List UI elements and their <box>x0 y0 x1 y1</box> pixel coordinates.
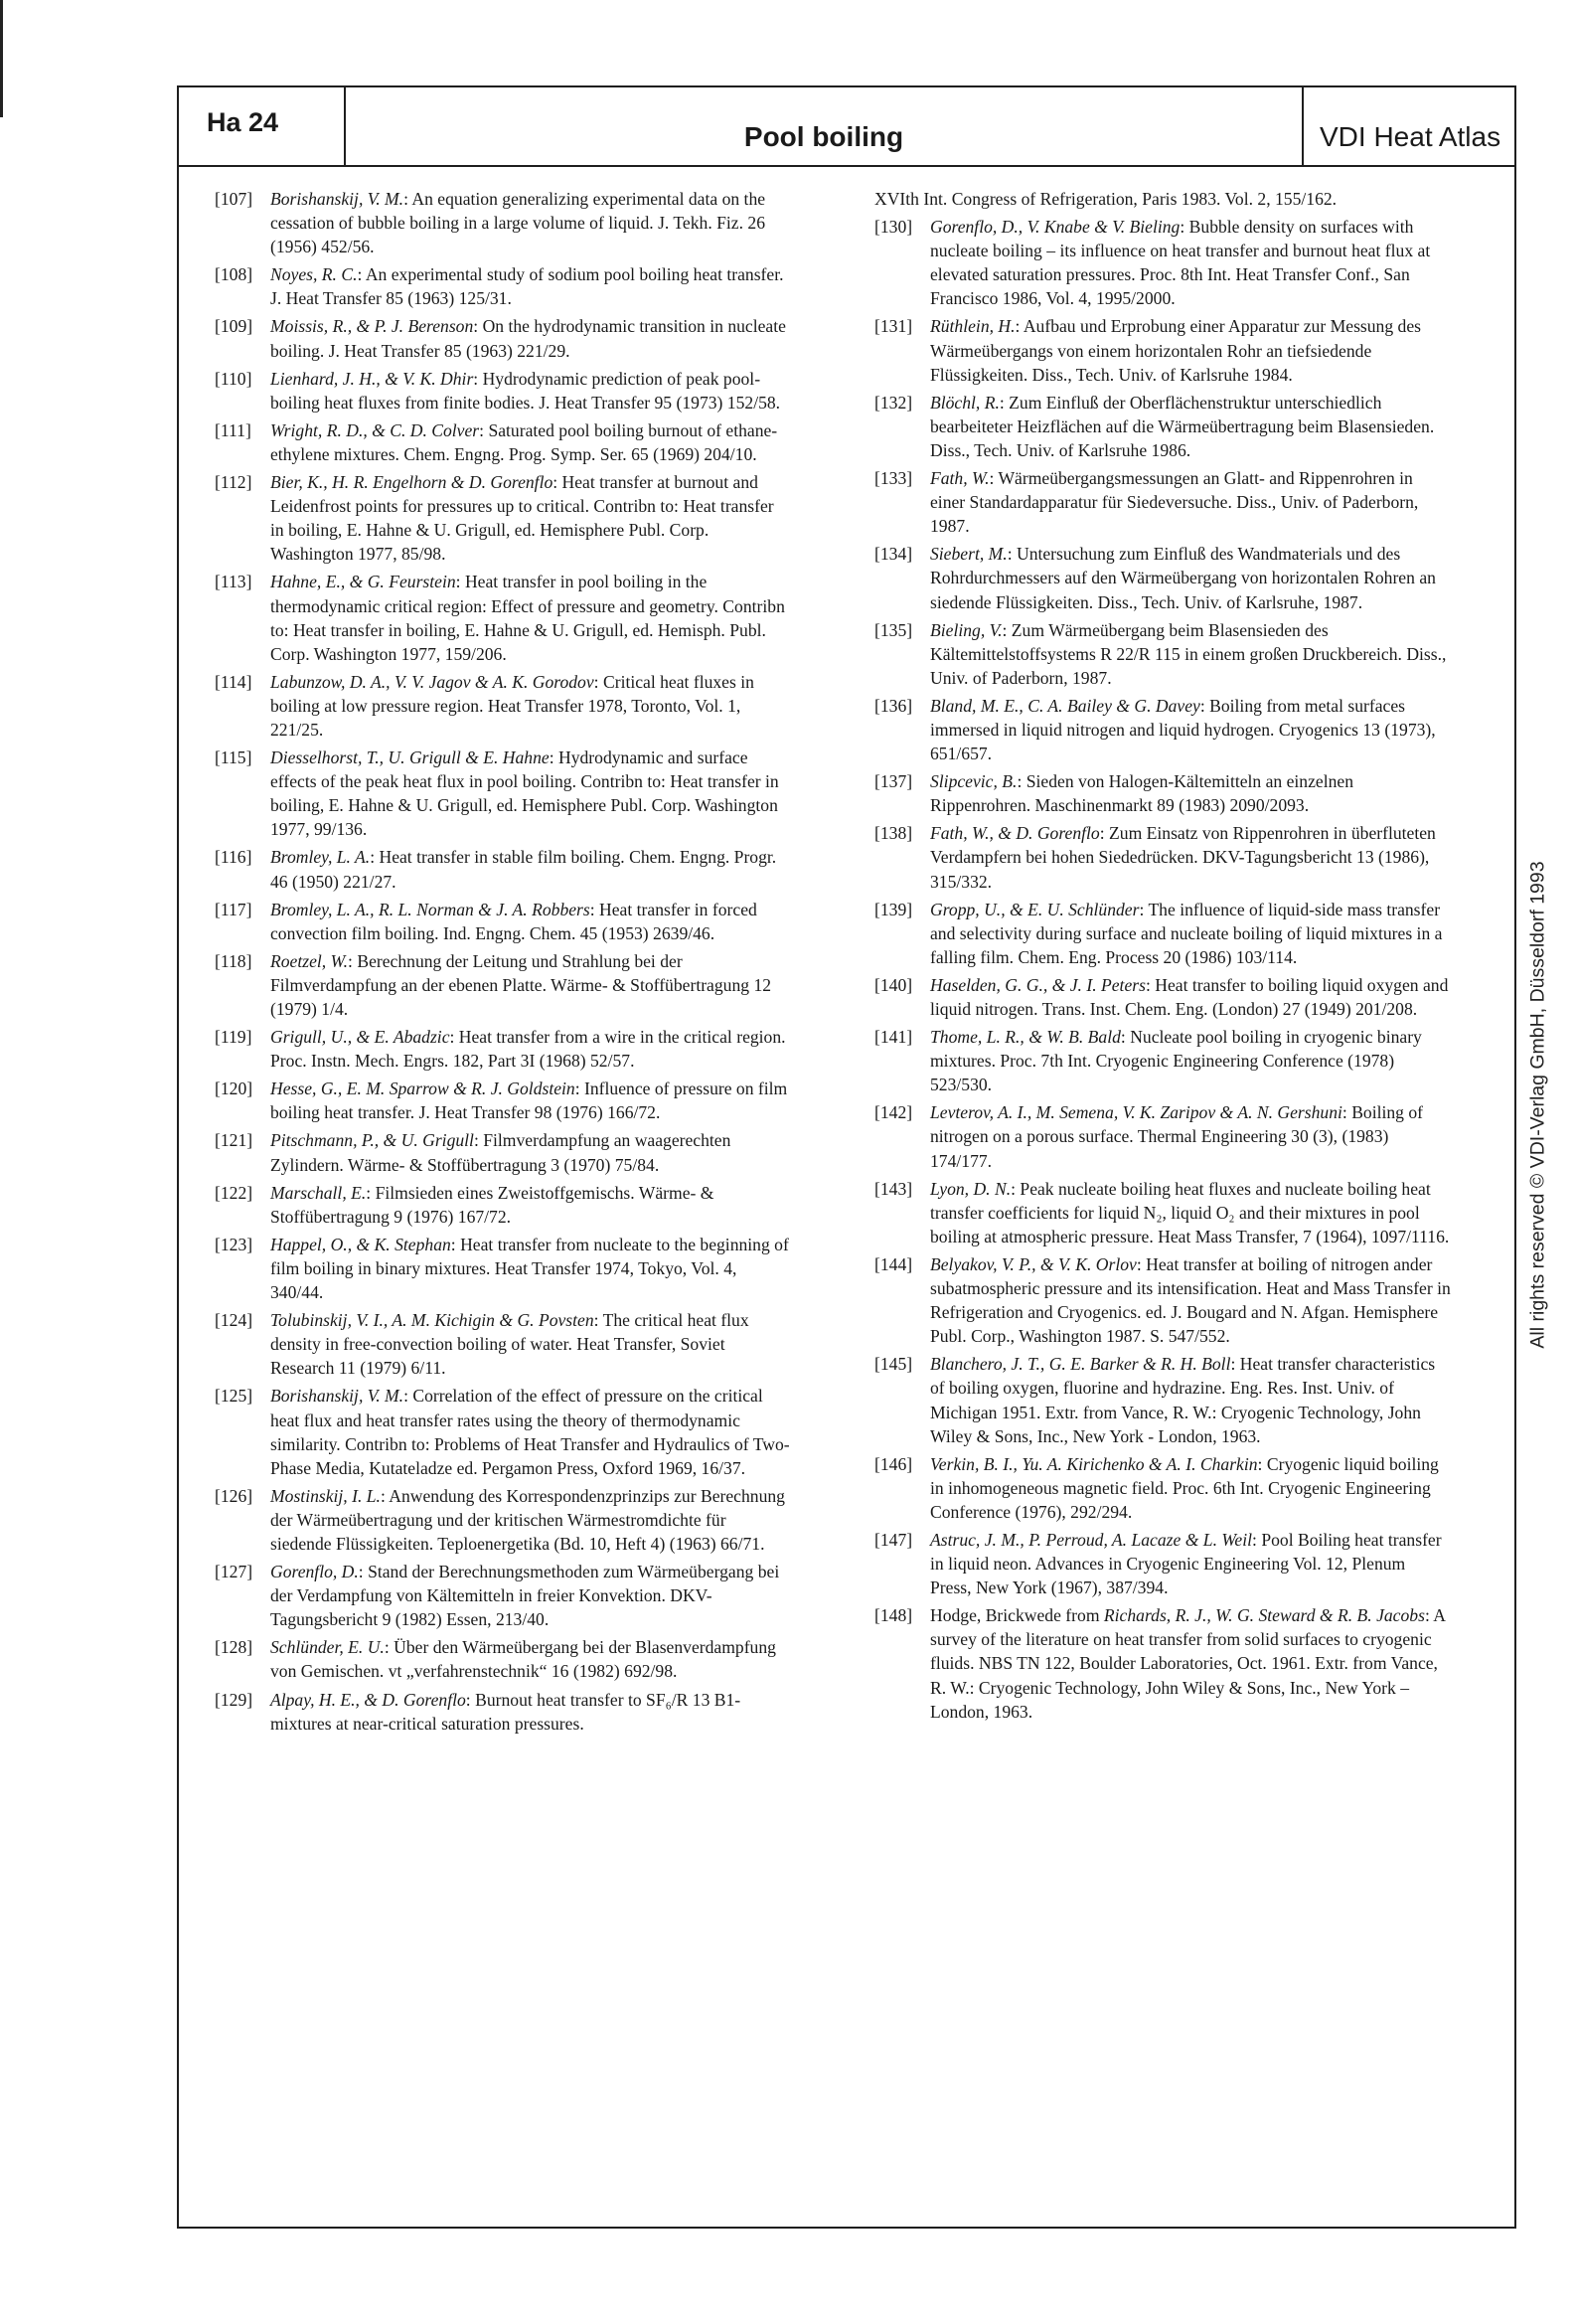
reference-authors: Blöchl, R. <box>930 392 1000 413</box>
reference-entry <box>874 821 1451 893</box>
reference-text: Hydrodynamic prediction of peak pool-boiling heat fluxes from finite bodies. J. Heat Transfer 95 (1973) 152/58. <box>270 368 781 413</box>
reference-authors: Gorenflo, D., V. Knabe & V. Bieling <box>930 217 1181 238</box>
reference-separator: : <box>403 1386 413 1407</box>
reference-entry <box>215 1128 791 1176</box>
reference-authors: Bier, K., H. R. Engelhorn & D. Gorenflo <box>270 472 553 493</box>
references-left-column <box>215 187 791 1740</box>
reference-number: [120] <box>215 1079 253 1099</box>
reference-text: Heat transfer to boiling liquid oxygen and liquid nitrogen. Trans. Inst. Chem. Eng. (London) 27 (1949) 201/208. <box>930 974 1449 1019</box>
reference-entry <box>874 187 1451 211</box>
reference-number: [138] <box>874 823 913 844</box>
reference-text: Berechnung der Leitung und Strahlung bei der Filmverdampfung an der ebenen Platte. Wärme- & Stoffübertragung 12 (1979) 1/4. <box>270 950 772 1019</box>
reference-separator: : <box>1424 1605 1434 1626</box>
reference-text: Über den Wärmeübergang bei der Blasenverdampfung von Gemischen. vt „verfahrenstechnik“ 16 (1982) 692/98. <box>270 1637 776 1682</box>
reference-text: Anwendung des Korrespondenzprinzips zur Berechnung der Wärmeübertragung und der kritischen Wärmestromdichte für siedende Flüssigkeiten. Teploenergetika (Bd. 10, Heft 4) (1963) 66/71. <box>270 1485 785 1554</box>
reference-separator: : <box>552 472 562 493</box>
reference-number: [111] <box>215 419 251 440</box>
reference-entry <box>215 187 791 258</box>
reference-separator: : <box>1099 823 1110 844</box>
reference-separator: : <box>479 419 489 440</box>
reference-separator: : <box>473 368 483 389</box>
reference-entry <box>874 391 1451 462</box>
reference-separator: : <box>593 1310 603 1331</box>
reference-text: The influence of liquid-side mass transfer and selectivity during surface and nucleate boiling of liquid mixtures in a falling film. Chem. Eng. Process 20 (1986) 103/114. <box>930 899 1443 967</box>
reference-text: Filmsieden eines Zweistoffgemischs. Wärme- & Stoffübertragung 9 (1976) 167/72. <box>270 1182 714 1227</box>
reference-number: [117] <box>215 899 252 919</box>
reference-prefix: Hodge, Brickwede from <box>930 1605 1104 1626</box>
reference-separator: : <box>1139 899 1149 919</box>
reference-text: Filmverdampfung an waagerechten Zylindern. Wärme- & Stoffübertragung 3 (1970) 75/84. <box>270 1130 731 1175</box>
reference-separator: : <box>357 264 366 285</box>
reference-text: Influence of pressure on film boiling heat transfer. J. Heat Transfer 98 (1976) 166/72. <box>270 1079 788 1123</box>
reference-separator: : <box>549 747 558 768</box>
reference-text: Wärmeübergangsmessungen an Glatt- and Rippenrohren in einer Standardapparatur für Siedeversuche. Diss., Univ. of Paderborn, 1987. <box>930 468 1419 537</box>
reference-separator: : <box>1252 1529 1262 1550</box>
reference-number: [122] <box>215 1182 253 1203</box>
reference-separator: : <box>348 950 358 971</box>
reference-text: Boiling of nitrogen on a porous surface. Thermal Engineering 30 (3), (1983) 174/177. <box>930 1102 1424 1171</box>
reference-authors: Lyon, D. N. <box>930 1178 1012 1199</box>
reference-number: [107] <box>215 189 253 209</box>
reference-authors: Labunzow, D. A., V. V. Jagov & A. K. Gorodov <box>270 671 594 692</box>
reference-entry <box>874 1252 1451 1348</box>
reference-separator: : <box>1180 217 1189 238</box>
reference-number: [125] <box>215 1386 253 1407</box>
reference-number: [143] <box>874 1178 913 1199</box>
reference-entry <box>874 215 1451 310</box>
reference-authors: Grigull, U., & E. Abadzic <box>270 1027 450 1048</box>
reference-authors: Gropp, U., & E. U. Schlünder <box>930 899 1140 919</box>
reference-entry <box>874 973 1451 1021</box>
reference-separator: : <box>1145 974 1156 995</box>
reference-separator: : <box>1136 1253 1147 1274</box>
reference-separator: : <box>1120 1027 1131 1048</box>
reference-text: Burnout heat transfer to SF₆/R 13 B1-mixtures at near-critical saturation pressures. <box>270 1689 741 1734</box>
reference-separator: : <box>366 1182 376 1203</box>
reference-number: [119] <box>215 1027 252 1048</box>
reference-number: [140] <box>874 974 913 995</box>
reference-text: Boiling from metal surfaces immersed in liquid nitrogen and liquid hydrogen. Cryogenics 13 (1973), 651/657. <box>930 695 1436 764</box>
reference-entry <box>215 1635 791 1683</box>
reference-text: Nucleate pool boiling in cryogenic binary mixtures. Proc. 7th Int. Cryogenic Engineering Conference (1978) 523/530. <box>930 1027 1422 1095</box>
reference-text: An experimental study of sodium pool boiling heat transfer. J. Heat Transfer 85 (1963) 125/31. <box>270 264 784 309</box>
reference-number: [130] <box>874 217 913 238</box>
reference-number: [115] <box>215 747 252 768</box>
publication-name: VDI Heat Atlas <box>1302 87 1516 165</box>
reference-authors: Gorenflo, D. <box>270 1562 359 1582</box>
reference-number: [121] <box>215 1130 253 1151</box>
reference-authors: Bieling, V. <box>930 619 1003 640</box>
reference-text: Correlation of the effect of pressure on the critical heat flux and heat transfer rates using the theory of thermodynamic similarity. Contribn to: Problems of Heat Transfer and Hydraulics of Two-Phase Media, Kutateladze ed. Pergamon Press, Oxford 1969, 16/37. <box>270 1386 790 1478</box>
reference-text: Stand der Berechnungsmethoden zum Wärmeübergang bei der Verdampfung von Kältemitteln in freier Konvektion. DKV-Tagungsbericht 9 (1982) Essen, 213/40. <box>270 1562 780 1630</box>
reference-authors: Lienhard, J. H., & V. K. Dhir <box>270 368 474 389</box>
reference-authors: Bromley, L. A. <box>270 847 371 868</box>
reference-authors: Pitschmann, P., & U. Grigull <box>270 1130 474 1151</box>
reference-number: [124] <box>215 1310 253 1331</box>
reference-text: Bubble density on surfaces with nucleate boiling – its influence on heat transfer and burnout heat flux at elevated saturation pressures. Proc. 8th Int. Heat Transfer Conf., San Francisco 1986, Vol. 4, 1995/2000. <box>930 217 1431 309</box>
reference-authors: Diesselhorst, T., U. Grigull & E. Hahne <box>270 747 550 768</box>
reference-text: XVIth Int. Congress of Refrigeration, Paris 1983. Vol. 2, 155/162. <box>874 189 1338 209</box>
reference-separator: : <box>449 1027 459 1048</box>
reference-separator: : <box>593 671 603 692</box>
reference-number: [114] <box>215 671 252 692</box>
reference-text: Heat transfer at burnout and Leidenfrost points for pressures up to critical. Contribn to: Heat transfer in boiling, E. Hahne & U. Grigull, ed. Hemisphere Publ. Corp. Washington 1977, 85/98. <box>270 472 774 565</box>
reference-separator: : <box>989 468 999 489</box>
reference-number: [136] <box>874 695 913 716</box>
reference-separator: : <box>1007 544 1017 565</box>
reference-authors: Siebert, M. <box>930 544 1008 565</box>
reference-authors: Hesse, G., E. M. Sparrow & R. J. Goldstein <box>270 1079 575 1099</box>
reference-text: On the hydrodynamic transition in nucleate boiling. J. Heat Transfer 85 (1963) 221/29. <box>270 316 786 361</box>
reference-separator: : <box>384 1637 394 1658</box>
reference-number: [148] <box>874 1605 913 1626</box>
reference-entry <box>215 418 791 466</box>
reference-text: Heat transfer at boiling of nitrogen ander subatmospheric pressure and its intensification. Heat and Mass Transfer in Refrigeration and Cryogenics. ed. J. Bougard and N. Afgan. Hemisphere Publ. Corp., Washington 1987. S. 547/552. <box>930 1253 1451 1347</box>
reference-text: Heat transfer from a wire in the critical region. Proc. Instn. Mech. Engrs. 182, Part 3I (1968) 52/57. <box>270 1027 786 1072</box>
reference-authors: Noyes, R. C. <box>270 264 358 285</box>
reference-separator: : <box>574 1079 585 1099</box>
reference-separator: : <box>1230 1354 1240 1375</box>
reference-entry <box>215 262 791 310</box>
reference-separator: : <box>403 189 412 209</box>
reference-number: [139] <box>874 899 913 919</box>
reference-text: A survey of the literature on heat transfer from solid surfaces to cryogenic fluids. NBS TN 122, Boulder Laboratories, Oct. 1961. Extr. from Vance, R. W.: Cryogenic Technology, John Wiley & Sons, Inc., New York – London, 1963. <box>930 1605 1446 1722</box>
reference-text: Heat transfer in pool boiling in the thermodynamic critical region: Effect of pressure and geometry. Contribn to: Heat transfer in boiling, E. Hahne & U. Grigull, ed. Hemisph. Publ. Corp. Washington 1977, 159/206. <box>270 572 785 664</box>
reference-number: [141] <box>874 1027 913 1048</box>
reference-authors: Slipcevic, B. <box>930 771 1018 792</box>
reference-separator: : <box>450 1234 461 1254</box>
reference-entry <box>215 845 791 893</box>
reference-number: [142] <box>874 1102 913 1123</box>
copyright-text: All rights reserved © VDI-Verlag GmbH, Düsseldorf 1993 <box>1526 861 1549 1349</box>
reference-separator: : <box>455 572 465 592</box>
reference-text: Zum Wärmeübergang beim Blasensieden des Kältemittelstoffsystems R 22/R 115 in einem großen Druckbereich. Diss., Univ. of Paderborn, 1987. <box>930 619 1447 688</box>
reference-number: [116] <box>215 847 252 868</box>
reference-entry <box>874 314 1451 386</box>
page-frame <box>177 85 1516 2229</box>
reference-authors: Hahne, E., & G. Feurstein <box>270 572 456 592</box>
reference-entry <box>215 1560 791 1631</box>
reference-separator: : <box>358 1562 369 1582</box>
reference-authors: Tolubinskij, V. I., A. M. Kichigin & G. Povsten <box>270 1310 594 1331</box>
reference-text: Aufbau und Erprobung einer Apparatur zur Messung des Wärmeübergangs von einem horizontalen Rohr an tiefsiedende Flüssigkeiten. Diss., Tech. Univ. of Karlsruhe 1984. <box>930 316 1421 385</box>
reference-number: [109] <box>215 316 253 337</box>
reference-entry <box>874 466 1451 538</box>
reference-entry <box>215 1077 791 1124</box>
reference-separator: : <box>473 316 483 337</box>
reference-authors: Mostinskij, I. L. <box>270 1485 381 1506</box>
reference-authors: Bland, M. E., C. A. Bailey & G. Davey <box>930 695 1200 716</box>
reference-number: [145] <box>874 1354 913 1375</box>
section-code: Ha 24 <box>179 87 346 165</box>
reference-entry <box>215 670 791 742</box>
reference-entry <box>874 1352 1451 1447</box>
reference-text: Untersuchung zum Einfluß des Wandmaterials und des Rohrdurchmessers auf den Wärmeübergang von horizontalen Rohren an siedende Flüssigkeiten. Diss., Tech. Univ. of Karlsruhe, 1987. <box>930 544 1436 612</box>
reference-authors: Fath, W. <box>930 468 990 489</box>
reference-entry <box>215 314 791 362</box>
reference-authors: Thome, L. R., & W. B. Bald <box>930 1027 1121 1048</box>
reference-entry <box>874 542 1451 613</box>
reference-text: Heat transfer characteristics of boiling oxygen, fluorine and hydrazine. Eng. Res. Inst. Univ. of Michigan 1951. Extr. from Vance, R. W.: Cryogenic Technology, John Wiley & Sons, Inc., New York - London, 1963. <box>930 1354 1436 1446</box>
reference-text: Cryogenic liquid boiling in inhomogeneous magnetic field. Proc. 6th Int. Cryogenic Engineering Conference (1976), 292/294. <box>930 1453 1439 1522</box>
reference-number: [147] <box>874 1529 913 1550</box>
reference-text: Heat transfer from nucleate to the beginning of film boiling in binary mixtures. Heat Transfer 1974, Tokyo, Vol. 4, 340/44. <box>270 1234 789 1303</box>
reference-entry <box>874 1025 1451 1096</box>
reference-separator: : <box>999 392 1010 413</box>
reference-text: Zum Einfluß der Oberflächenstruktur unterschiedlich bearbeiteter Heizflächen auf die Wärmeübertragung beim Blasensieden. Diss., Tech. Univ. of Karlsruhe 1986. <box>930 392 1435 460</box>
reference-number: [128] <box>215 1637 253 1658</box>
reference-number: [132] <box>874 392 913 413</box>
page-header <box>179 87 1514 167</box>
reference-text: Heat transfer in stable film boiling. Chem. Engng. Progr. 46 (1950) 221/27. <box>270 847 777 892</box>
reference-text: Hydrodynamic and surface effects of the peak heat flux in pool boiling. Contribn to: Heat transfer in boiling, E. Hahne & U. Grigull, ed. Hemisphere Publ. Corp. Washington 1977, 99/136. <box>270 747 779 840</box>
reference-number: [108] <box>215 264 253 285</box>
reference-entry <box>874 1100 1451 1172</box>
reference-separator: : <box>370 847 380 868</box>
reference-text: Pool Boiling heat transfer in liquid neon. Advances in Cryogenic Engineering Vol. 12, Plenum Press, New York (1967), 387/394. <box>930 1529 1442 1598</box>
reference-entry <box>215 898 791 945</box>
reference-entry <box>215 1233 791 1304</box>
reference-text: Sieden von Halogen-Kältemitteln an einzelnen Rippenrohren. Maschinenmarkt 89 (1983) 2090/2093. <box>930 771 1354 816</box>
reference-authors: Haselden, G. G., & J. I. Peters <box>930 974 1146 995</box>
reference-number: [113] <box>215 572 252 592</box>
reference-text: Zum Einsatz von Rippenrohren in überfluteten Verdampfern bei hohen Siededrücken. DKV-Tagungsbericht 13 (1986), 315/332. <box>930 823 1436 892</box>
reference-authors: Astruc, J. M., P. Perroud, A. Lacaze & L. Weil <box>930 1529 1253 1550</box>
reference-text: Saturated pool boiling burnout of ethane-ethylene mixtures. Chem. Engng. Prog. Symp. Ser. 65 (1969) 204/10. <box>270 419 778 464</box>
reference-number: [129] <box>215 1689 253 1710</box>
reference-number: [144] <box>874 1253 913 1274</box>
reference-number: [112] <box>215 472 252 493</box>
reference-separator: : <box>465 1689 476 1710</box>
reference-separator: : <box>1011 1178 1021 1199</box>
reference-authors: Marschall, E. <box>270 1182 367 1203</box>
reference-separator: : <box>589 899 600 919</box>
reference-number: [146] <box>874 1453 913 1474</box>
reference-authors: Fath, W., & D. Gorenflo <box>930 823 1100 844</box>
reference-number: [135] <box>874 619 913 640</box>
reference-authors: Verkin, B. I., Yu. A. Kirichenko & A. I. Charkin <box>930 1453 1258 1474</box>
reference-authors: Richards, R. J., W. G. Steward & R. B. Jacobs <box>1103 1605 1425 1626</box>
page-title: Pool boiling <box>743 121 904 152</box>
reference-entry <box>215 949 791 1021</box>
reference-number: [127] <box>215 1562 253 1582</box>
reference-authors: Schlünder, E. U. <box>270 1637 385 1658</box>
reference-entry <box>874 694 1451 765</box>
reference-separator: : <box>473 1130 484 1151</box>
reference-text: Critical heat fluxes in boiling at low pressure region. Heat Transfer 1978, Toronto, Vol. 1, 221/25. <box>270 671 754 740</box>
reference-separator: : <box>1017 771 1026 792</box>
reference-entry <box>874 898 1451 969</box>
reference-entry <box>215 1308 791 1380</box>
reference-entry <box>215 746 791 841</box>
reference-separator: : <box>1002 619 1012 640</box>
reference-entry <box>215 470 791 566</box>
reference-entry <box>874 769 1451 817</box>
reference-number: [137] <box>874 771 913 792</box>
reference-entry <box>215 1484 791 1556</box>
reference-entry <box>215 1688 791 1736</box>
reference-text: Peak nucleate boiling heat fluxes and nucleate boiling heat transfer coefficients for liquid N₂, liquid O₂ and their mixtures in pool boiling at atmospheric pressure. Heat Mass Transfer, 7 (1964), 1097/1116. <box>930 1178 1450 1246</box>
reference-entry <box>215 367 791 415</box>
reference-separator: : <box>1199 695 1210 716</box>
reference-entry <box>215 1181 791 1229</box>
reference-separator: : <box>1015 316 1024 337</box>
reference-authors: Levterov, A. I., M. Semena, V. K. Zaripov & A. N. Gershuni <box>930 1102 1342 1123</box>
scan-edge-mark <box>0 0 3 117</box>
reference-entry <box>215 1025 791 1073</box>
reference-entry <box>215 1384 791 1479</box>
reference-authors: Blanchero, J. T., G. E. Barker & R. H. Boll <box>930 1354 1231 1375</box>
reference-separator: : <box>1257 1453 1267 1474</box>
reference-authors: Bromley, L. A., R. L. Norman & J. A. Robbers <box>270 899 590 919</box>
reference-authors: Borishanskij, V. M. <box>270 189 404 209</box>
reference-entry <box>874 1177 1451 1248</box>
reference-entry <box>874 1452 1451 1524</box>
reference-text: Heat transfer in forced convection film boiling. Ind. Engng. Chem. 45 (1953) 2639/46. <box>270 899 757 943</box>
reference-separator: : <box>1341 1102 1352 1123</box>
reference-entry <box>874 618 1451 690</box>
reference-text: The critical heat flux density in free-convection boiling of water. Heat Transfer, Soviet Research 11 (1979) 6/11. <box>270 1310 749 1379</box>
reference-authors: Alpay, H. E., & D. Gorenflo <box>270 1689 466 1710</box>
reference-number: [126] <box>215 1485 253 1506</box>
reference-entry <box>215 570 791 665</box>
reference-text: An equation generalizing experimental data on the cessation of bubble boiling in a large volume of liquid. J. Tekh. Fiz. 26 (1956) 452/56. <box>270 189 766 257</box>
reference-number: [118] <box>215 950 252 971</box>
reference-authors: Borishanskij, V. M. <box>270 1386 404 1407</box>
reference-entry <box>874 1603 1451 1723</box>
references-right-column <box>874 187 1451 1728</box>
reference-authors: Roetzel, W. <box>270 950 349 971</box>
reference-authors: Rüthlein, H. <box>930 316 1016 337</box>
reference-authors: Belyakov, V. P., & V. K. Orlov <box>930 1253 1137 1274</box>
reference-number: [123] <box>215 1234 253 1254</box>
reference-authors: Wright, R. D., & C. D. Colver <box>270 419 480 440</box>
reference-separator: : <box>380 1485 390 1506</box>
reference-authors: Moissis, R., & P. J. Berenson <box>270 316 474 337</box>
reference-number: [110] <box>215 368 252 389</box>
reference-number: [131] <box>874 316 913 337</box>
reference-number: [133] <box>874 468 913 489</box>
reference-authors: Happel, O., & K. Stephan <box>270 1234 451 1254</box>
reference-entry <box>874 1528 1451 1599</box>
reference-number: [134] <box>874 544 913 565</box>
